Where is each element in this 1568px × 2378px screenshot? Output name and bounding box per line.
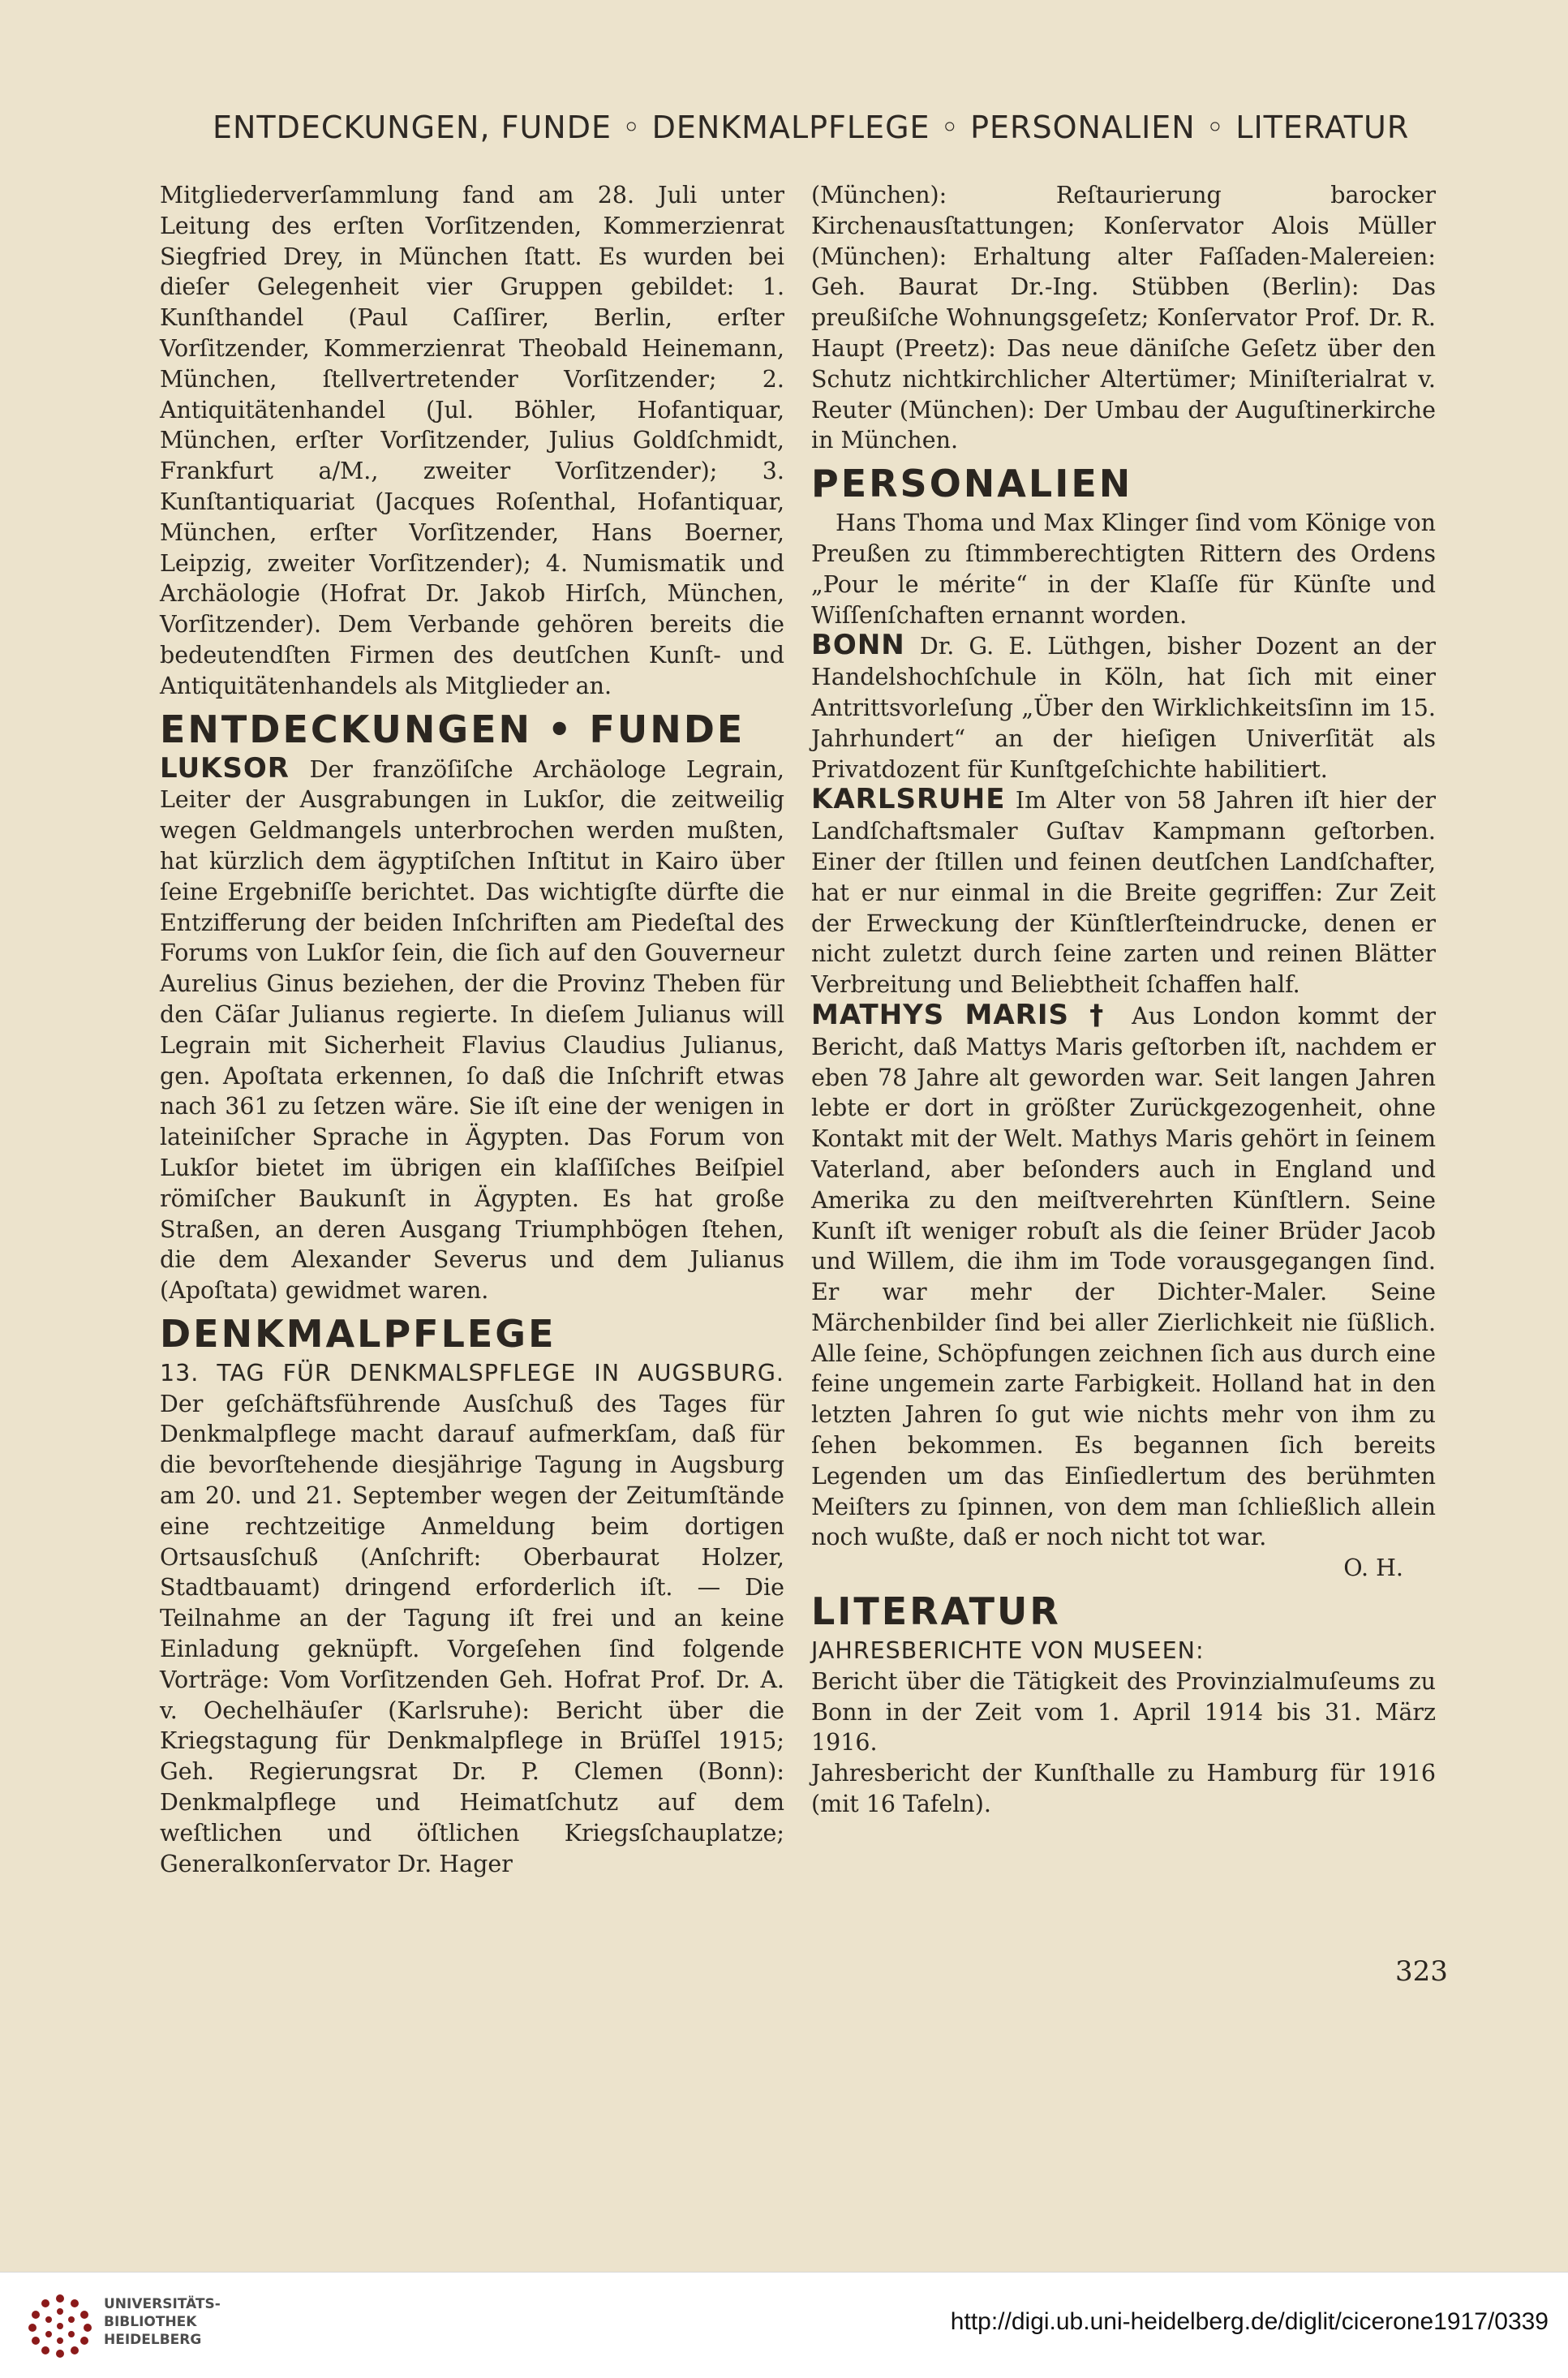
library-name: UNIVERSITÄTS- BIBLIOTHEK HEIDELBERG <box>104 2296 221 2348</box>
section-heading-personalien: PERSONALIEN <box>811 462 1133 506</box>
article-text-karlsruhe: Im Alter von 58 Jahren iſt hier der Landſchaftsmaler Guſtav Kampmann geſtorben. Einer der ſtillen und feinen deutſchen Landſchafter, hat er nur einmal in die Breite gegriffen: Zur Zeit der Erweckung der Künſtlerſteindrucke, denen er nicht zuletzt durch ſeine zarten und reinen Blätter Verbreitung und Beliebtheit ſchaffen half. <box>811 787 1436 999</box>
article-denkmalpflege <box>160 1358 784 1880</box>
article-bonn <box>811 630 1436 785</box>
subheading-jahresberichte: JAHRESBERICHTE VON MUSEEN: <box>811 1637 1205 1665</box>
article-thoma-klinger: Hans Thoma und Max Klinger ſind vom Könige von Preußen zu ſtimmberechtigten Rittern des Ordens „Pour le mérite“ in der Klaſſe für Künſte und Wiſſenſchaften ernannt worden. <box>811 510 1436 629</box>
article-keyword-bonn: BONN <box>811 629 905 662</box>
page-number: 323 <box>1395 1955 1448 1988</box>
library-logo-icon <box>24 2290 96 2362</box>
article-text-luksor: Der franzöſiſche Archäologe Legrain, Leiter der Ausgrabungen in Lukſor, die zeitweilig wegen Geldmangels unterbrochen werden mußten, hat kürzlich dem ägyptiſchen Inſtitut in Kairo über ſeine Ergebniſſe berichtet. Das wichtigſte dürfte die Entzifferung der beiden Inſchriften am Piedeſtal des Forums von Lukſor ſein, die ſich auf den Gouverneur Aurelius Ginus beziehen, der die Provinz Theben für den Cäſar Julianus regierte. In dieſem Julianus will Legrain mit Sicherheit Flavius Claudius Julianus, gen. Apoſtata erkennen, ſo daß die Inſchrift etwas nach 361 zu ſetzen wäre. Sie iſt eine der wenigen in lateiniſcher Sprache in Ägypten. Das Forum von Lukſor bietet im übrigen ein klaſſiſches Beiſpiel römiſcher Baukunſt in Ägypten. Es hat große Straßen, an deren Ausgang Triumphbögen ſtehen, die dem Alexander Severus und dem Julianus (Apoſtata) gewidmet waren. <box>160 755 784 1305</box>
right-column <box>811 180 1436 1820</box>
section-heading-literatur: LITERATUR <box>811 1589 1061 1634</box>
author-signature: O. H. <box>1343 1555 1403 1582</box>
literature-entry-bonn: Bericht über die Tätigkeit des Provinzialmuſeums zu Bonn in der Zeit vom 1. April 1914 bis 31. März 1916. <box>811 1667 1436 1757</box>
article-keyword-luksor: LUKSOR <box>160 751 290 785</box>
running-head: ENTDECKUNGEN, FUNDE ◦ DENKMALPFLEGE ◦ PERSONALIEN ◦ LITERATUR <box>213 110 1410 145</box>
article-luksor <box>160 751 784 1306</box>
source-url-link[interactable]: http://digi.ub.uni-heidelberg.de/diglit/cicerone1917/0339 <box>950 2308 1549 2335</box>
article-text-maris: Aus London kommt der Bericht, daß Mattys Maris geſtorben iſt, nachdem er eben 78 Jahre alt geworden war. Seit langen Jahren lebte er dort in größter Zurückgezogenheit, ohne Kontakt mit der Welt. Mathys Maris gehört in ſeinem Vaterland, aber beſonders auch in England und Amerika zu den meiſtverehrten Künſtlern. Seine Kunſt iſt weniger robuſt als die ſeiner Brüder Jacob und Willem, die ihm im Tode vorausgegangen ſind. Er war mehr der Dichter-Maler. Seine Märchenbilder ſind bei aller Zierlichkeit nie ſüßlich. Alle ſeine, Schöpfungen zeichnen ſich aus durch eine feine ungemein zarte Farbigkeit. Holland hat in den letzten Jahren ſo gut wie nichts mehr von ihm zu ſehen bekommen. Es begannen ſich bereits Legenden um das Einſiedlertum des berühmten Meiſters zu ſpinnen, von dem man ſchließlich allein noch wußte, daß er noch nicht tot war. <box>811 1002 1436 1551</box>
article-text-augsburg: Der geſchäftsführende Ausſchuß des Tages für Denkmalpflege macht darauf aufmerkſam, daß für die bevorſtehende diesjährige Tagung in Augsburg am 20. und 21. September wegen der Zeitumſtände eine rechtzeitige Anmeldung beim dortigen Ortsausſchuß (Anſchrift: Oberbaurat Holzer, Stadtbauamt) dringend erforderlich iſt. — Die Teilnahme an der Tagung iſt frei und an keine Einladung geknüpft. Vorgeſehen ſind folgende Vorträge: Vom Vorſitzenden Geh. Hofrat Prof. Dr. A. v. Oechelhäuſer (Karlsruhe): Bericht über die Kriegstagung für Denkmalpflege in Brüſſel 1915; Geh. Regierungsrat Dr. P. Clemen (Bonn): Denkmalpflege und Heimatſchutz auf dem weſtlichen und öſtlichen Kriegsſchauplatze; Generalkonſervator Dr. Hager <box>160 1390 784 1877</box>
article-maris <box>811 1000 1436 1553</box>
continued-paragraph: (München): Reſtaurierung barocker Kirchenausſtattungen; Konſervator Alois Müller (München): Erhaltung alter Faſſaden-Malereien: Geh. Baurat Dr.-Ing. Stübben (Berlin): Das preußiſche Wohnungsgeſetz; Konſervator Prof. Dr. R. Haupt (Preetz): Das neue däniſche Geſetz über den Schutz nichtkirchlicher Altertümer; Miniſterialrat v. Reuter (München): Der Umbau der Auguſtinerkirche in München. <box>811 182 1436 454</box>
article-keyword-karlsruhe: KARLSRUHE <box>811 783 1006 816</box>
literature-entry-hamburg: Jahresbericht der Kunſthalle zu Hamburg für 1916 (mit 16 Tafeln). <box>811 1760 1436 1818</box>
viewer-footer <box>0 2272 1568 2378</box>
article-karlsruhe <box>811 785 1436 1000</box>
article-keyword-maris: MATHYS MARIS † <box>811 998 1115 1031</box>
left-column <box>160 180 784 1879</box>
article-text-bonn: Dr. G. E. Lüthgen, bisher Dozent an der Handelshochſchule in Köln, hat ſich mit einer Antrittsvorleſung „Über den Wirklichkeitsſinn im 15. Jahrhundert“ an der hieſigen Univerſität als Privatdozent für Kunſtgeſchichte habilitiert. <box>811 633 1436 783</box>
section-heading-denkmalpflege: DENKMALPFLEGE <box>160 1311 556 1356</box>
section-heading-entdeckungen: ENTDECKUNGEN • FUNDE <box>160 707 745 751</box>
intro-paragraph: Mitgliederverſammlung fand am 28. Juli unter Leitung des erſten Vorſitzenden, Kommerzienrat Siegfried Drey, in München ſtatt. Es wurden bei dieſer Gelegenheit vier Gruppen gebildet: 1. Kunſthandel (Paul Caſſirer, Berlin, erſter Vorſitzender, Kommerzienrat Theobald Heinemann, München, ſtellvertretender Vorſitzender; 2. Antiquitätenhandel (Jul. Böhler, Hofantiquar, München, erſter Vorſitzender, Julius Goldſchmidt, Frankfurt a/M., zweiter Vorſitzender); 3. Kunſtantiquariat (Jacques Roſenthal, Hofantiquar, München, erſter Vorſitzender, Hans Boerner, Leipzig, zweiter Vorſitzender); 4. Numismatik und Archäologie (Hofrat Dr. Jakob Hirſch, München, Vorſitzender). Dem Verbande gehören bereits die bedeutendſten Firmen des deutſchen Kunſt- und Antiquitätenhandels als Mitglieder an. <box>160 182 784 699</box>
article-keyword-augsburg: 13. TAG FÜR DENKMALSPFLEGE IN AUGSBURG. <box>160 1359 784 1387</box>
